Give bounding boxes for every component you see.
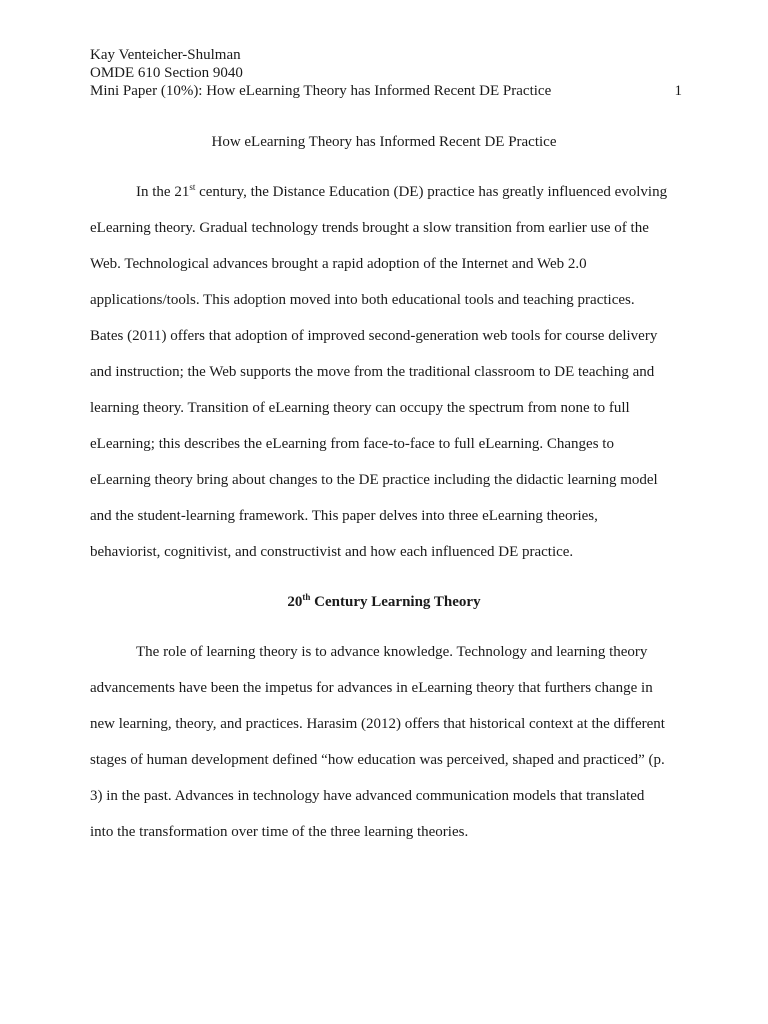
paragraph-line: Bates (2011) offers that adoption of improved second-generation web tools for course delivery (90, 328, 658, 344)
paragraph-line: and the student-learning framework. This paper delves into three eLearning theories, (90, 508, 598, 524)
paragraph-line: The role of learning theory is to advance knowledge. Technology and learning theory (136, 644, 648, 660)
paragraph-line: In the 21st century, the Distance Education (DE) practice has greatly influenced evolving (136, 182, 668, 200)
superscript: th (302, 592, 311, 602)
running-head (90, 82, 682, 100)
page-header (90, 46, 682, 100)
paragraph-line: advancements have been the impetus for advances in eLearning theory that furthers change in (90, 680, 653, 696)
section-heading: 20th Century Learning Theory (287, 592, 481, 610)
paragraph-line: Web. Technological advances brought a rapid adoption of the Internet and Web 2.0 (90, 256, 587, 272)
paragraph-line: eLearning theory. Gradual technology trends brought a slow transition from earlier use of the (90, 220, 649, 236)
author-name: Kay Venteicher-Shulman (90, 47, 241, 63)
running-title: Mini Paper (10%): How eLearning Theory has Informed Recent DE Practice (90, 83, 552, 99)
paragraph-line: stages of human development defined “how education was perceived, shaped and practiced” (p. (90, 752, 665, 768)
paragraph-line: 3) in the past. Advances in technology have advanced communication models that translated (90, 788, 645, 804)
paragraph-line: into the transformation over time of the three learning theories. (90, 824, 469, 840)
course-section: OMDE 610 Section 9040 (90, 65, 243, 81)
paper-title: How eLearning Theory has Informed Recent DE Practice (211, 134, 557, 150)
paragraph-line: eLearning; this describes the eLearning from face-to-face to full eLearning. Changes to (90, 436, 614, 452)
paragraph-line: and instruction; the Web supports the move from the traditional classroom to DE teaching and (90, 364, 655, 380)
paragraph-line: eLearning theory bring about changes to the DE practice including the didactic learning model (90, 472, 658, 488)
page-number: 1 (674, 83, 682, 99)
section-paragraph (90, 640, 682, 856)
paragraph-line: learning theory. Transition of eLearning theory can occupy the spectrum from none to full (90, 400, 630, 416)
superscript: st (189, 182, 196, 192)
paragraph-line: applications/tools. This adoption moved into both educational tools and teaching practices. (90, 292, 635, 308)
intro-paragraph (90, 180, 682, 576)
paragraph-line: behaviorist, cognitivist, and constructivist and how each influenced DE practice. (90, 544, 574, 560)
paragraph-line: new learning, theory, and practices. Harasim (2012) offers that historical context at the different (90, 716, 665, 732)
